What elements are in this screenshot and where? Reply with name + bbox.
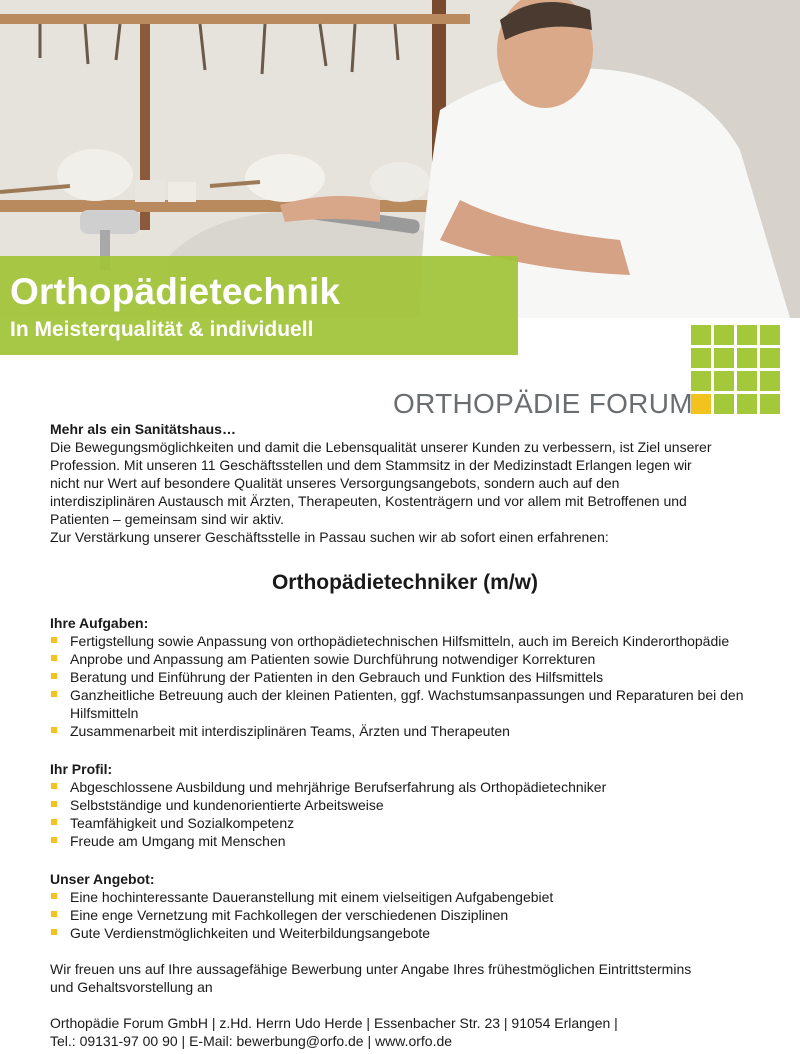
offer-heading: Unser Angebot: — [50, 871, 155, 887]
intro-line: nicht nur Wert auf besondere Qualität unseres Versorgungsangebots, sondern auch auf den — [50, 475, 620, 491]
list-item: Gute Verdienstmöglichkeiten und Weiterbildungsangebote — [50, 924, 760, 942]
closing-text: Wir freuen uns auf Ihre aussagefähige Bewerbung unter Angabe Ihres frühestmöglichen Eintrittstermins — [50, 961, 692, 977]
intro-line: Die Bewegungsmöglichkeiten und damit die Lebensqualität unserer Kunden zu verbessern, ist Ziel unserer — [50, 439, 712, 455]
hero-title: Orthopädietechnik — [10, 271, 341, 312]
intro-heading: Mehr als ein Sanitätshaus… — [50, 421, 236, 437]
intro-line: Profession. Mit unseren 11 Geschäftsstellen und dem Stammsitz in der Medizinstadt Erlangen legen wir — [50, 457, 692, 473]
intro-line: Patienten – gemeinsam sind wir aktiv. — [50, 511, 284, 527]
profile-list — [50, 778, 760, 850]
job-title: Orthopädietechniker (m/w) — [271, 571, 539, 594]
list-item: Abgeschlossene Ausbildung und mehrjährige Berufserfahrung als Orthopädietechniker — [50, 778, 760, 796]
tasks-heading: Ihre Aufgaben: — [50, 615, 149, 631]
job-posting-body — [50, 420, 760, 1050]
list-item: Anprobe und Anpassung am Patienten sowie Durchführung notwendiger Korrekturen — [50, 650, 760, 668]
list-item: Zusammenarbeit mit interdisziplinären Teams, Ärzten und Therapeuten — [50, 722, 760, 740]
list-item: Selbstständige und kundenorientierte Arbeitsweise — [50, 796, 760, 814]
hero-subtitle: In Meisterqualität & individuell — [10, 318, 314, 341]
logo-mark — [691, 325, 781, 415]
intro-line: interdisziplinären Austausch mit Ärzten, Therapeuten, Kostenträgern und vor allem mit Betroffenen und — [50, 493, 687, 509]
contact-details: Tel.: 09131-97 00 90 | E-Mail: bewerbung@orfo.de | www.orfo.de — [50, 1033, 453, 1049]
list-item: Ganzheitliche Betreuung auch der kleinen Patienten, ggf. Wachstumsanpassungen und Reparaturen bei den Hilfsmitteln — [50, 686, 760, 722]
offer-list — [50, 888, 760, 942]
list-item: Eine hochinteressante Daueranstellung mit einem vielseitigen Aufgabengebiet — [50, 888, 760, 906]
list-item: Freude am Umgang mit Menschen — [50, 832, 760, 850]
tasks-list — [50, 632, 760, 740]
list-item: Teamfähigkeit und Sozialkompetenz — [50, 814, 760, 832]
list-item: Beratung und Einführung der Patienten in den Gebrauch und Funktion des Hilfsmittels — [50, 668, 760, 686]
profile-heading: Ihr Profil: — [50, 761, 113, 777]
closing-text: und Gehaltsvorstellung an — [50, 979, 213, 995]
list-item: Eine enge Vernetzung mit Fachkollegen der verschiedenen Disziplinen — [50, 906, 760, 924]
contact-address: Orthopädie Forum GmbH | z.Hd. Herrn Udo Herde | Essenbacher Str. 23 | 91054 Erlangen | — [50, 1015, 618, 1031]
intro-line: Zur Verstärkung unserer Geschäftsstelle in Passau suchen wir ab sofort einen erfahrenen: — [50, 529, 609, 545]
logo-wordmark: ORTHOPÄDIE FORUM — [393, 388, 693, 419]
list-item: Fertigstellung sowie Anpassung von orthopädietechnischen Hilfsmitteln, auch im Bereich Kinderorthopädie — [50, 632, 760, 650]
